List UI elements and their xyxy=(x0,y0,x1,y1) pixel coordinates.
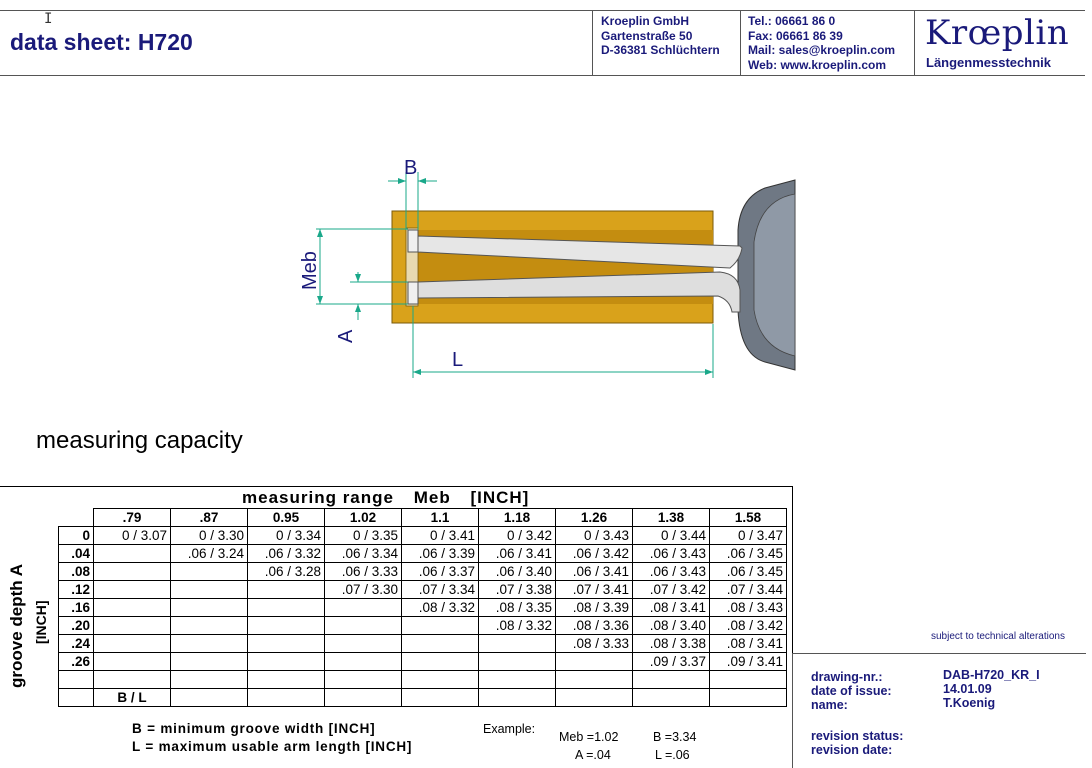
page-title: data sheet: H720 xyxy=(10,29,193,55)
revision-date-label: revision date: xyxy=(811,743,893,757)
groove-depth-cell: .08 xyxy=(59,563,94,581)
capacity-cell: .08 / 3.41 xyxy=(710,635,787,653)
issue-date-label: date of issue: xyxy=(811,684,892,698)
capacity-cell: .06 / 3.45 xyxy=(710,563,787,581)
revision-status-label: revision status: xyxy=(811,729,904,743)
capacity-cell: .06 / 3.41 xyxy=(556,563,633,581)
capacity-cell: 0 / 3.07 xyxy=(94,527,171,545)
lower-contact-tip xyxy=(408,282,418,304)
capacity-cell xyxy=(402,617,479,635)
capacity-cell: .06 / 3.32 xyxy=(248,545,325,563)
capacity-cell: .06 / 3.43 xyxy=(633,545,710,563)
capacity-cell xyxy=(171,635,248,653)
drawing-nr-label: drawing-nr.: xyxy=(811,670,883,684)
capacity-cell: .08 / 3.33 xyxy=(556,635,633,653)
bl-label: B / L xyxy=(94,689,171,707)
legend-b: B = minimum groove width [INCH] xyxy=(132,721,376,736)
capacity-cell: 0 / 3.30 xyxy=(171,527,248,545)
capacity-cell: .08 / 3.40 xyxy=(633,617,710,635)
groove-depth-cell: .26 xyxy=(59,653,94,671)
header-divider xyxy=(740,11,741,75)
table-row xyxy=(59,545,787,563)
capacity-cell xyxy=(479,671,556,689)
capacity-cell: 0 / 3.34 xyxy=(248,527,325,545)
table-row xyxy=(59,671,787,689)
alterations-note: subject to technical alterations xyxy=(931,631,1065,642)
bl-cell xyxy=(633,689,710,707)
bl-cell xyxy=(710,689,787,707)
capacity-cell xyxy=(94,563,171,581)
capacity-cell: .09 / 3.37 xyxy=(633,653,710,671)
capacity-cell xyxy=(325,635,402,653)
column-header: 1.26 xyxy=(556,509,633,527)
capacity-cell xyxy=(325,653,402,671)
name-value: T.Koenig xyxy=(943,696,996,710)
bl-cell xyxy=(248,689,325,707)
capacity-cell xyxy=(556,653,633,671)
capacity-cell: .07 / 3.44 xyxy=(710,581,787,599)
capacity-cell: .06 / 3.45 xyxy=(710,545,787,563)
capacity-cell xyxy=(94,545,171,563)
dim-label-meb: Meb xyxy=(299,251,321,290)
name-label: name: xyxy=(811,698,848,712)
capacity-cell: .08 / 3.36 xyxy=(556,617,633,635)
table-row xyxy=(59,635,787,653)
range-title-meb: Meb xyxy=(413,488,451,507)
groove-depth-cell: .04 xyxy=(59,545,94,563)
capacity-cell: .06 / 3.43 xyxy=(633,563,710,581)
table-header-row xyxy=(59,509,787,527)
measuring-range-title xyxy=(242,488,543,508)
company-contact xyxy=(748,14,895,72)
capacity-cell: .07 / 3.42 xyxy=(633,581,710,599)
header xyxy=(0,10,1085,76)
contact-fax: Fax: 06661 86 39 xyxy=(748,28,843,43)
capacity-cell xyxy=(325,617,402,635)
capacity-cell xyxy=(171,599,248,617)
column-header: .79 xyxy=(94,509,171,527)
groove-depth-cell: .12 xyxy=(59,581,94,599)
capacity-cell: .08 / 3.42 xyxy=(710,617,787,635)
example-label: Example: xyxy=(483,722,536,736)
contact-tel: Tel.: 06661 86 0 xyxy=(748,14,836,28)
groove-depth-cell: .24 xyxy=(59,635,94,653)
axis-label-unit: [INCH] xyxy=(33,600,49,644)
capacity-cell: .06 / 3.28 xyxy=(248,563,325,581)
capacity-cell xyxy=(248,599,325,617)
capacity-cell: .07 / 3.30 xyxy=(325,581,402,599)
column-header: 1.1 xyxy=(402,509,479,527)
capacity-cell: .08 / 3.43 xyxy=(710,599,787,617)
capacity-cell: .08 / 3.32 xyxy=(479,617,556,635)
column-header: 1.18 xyxy=(479,509,556,527)
legend-l: L = maximum usable arm length [INCH] xyxy=(132,739,413,754)
capacity-cell: 0 / 3.35 xyxy=(325,527,402,545)
groove-depth-cell: .16 xyxy=(59,599,94,617)
example-a: A =.04 xyxy=(575,748,611,762)
capacity-cell xyxy=(556,671,633,689)
range-title-unit: [INCH] xyxy=(470,488,530,507)
bl-row xyxy=(59,689,787,707)
capacity-cell xyxy=(479,653,556,671)
capacity-cell: .06 / 3.37 xyxy=(402,563,479,581)
example-meb: Meb =1.02 xyxy=(559,730,619,744)
table-row xyxy=(59,581,787,599)
capacity-cell xyxy=(325,599,402,617)
capacity-cell xyxy=(94,671,171,689)
capacity-cell xyxy=(94,599,171,617)
capacity-cell: .08 / 3.35 xyxy=(479,599,556,617)
capacity-cell: .06 / 3.39 xyxy=(402,545,479,563)
company-name: Kroeplin GmbH xyxy=(601,14,690,28)
capacity-cell xyxy=(402,653,479,671)
capacity-cell xyxy=(248,617,325,635)
capacity-cell: .08 / 3.41 xyxy=(633,599,710,617)
title-block xyxy=(792,653,1086,768)
capacity-cell xyxy=(94,617,171,635)
column-header: 1.02 xyxy=(325,509,402,527)
brand-tagline: Längenmesstechnik xyxy=(926,55,1051,70)
capacity-cell: .06 / 3.42 xyxy=(556,545,633,563)
groove-depth-cell: 0 xyxy=(59,527,94,545)
bl-cell xyxy=(402,689,479,707)
capacity-cell xyxy=(171,653,248,671)
bl-cell xyxy=(171,689,248,707)
capacity-cell xyxy=(94,653,171,671)
drawing-nr-value: DAB-H720_KR_I xyxy=(943,668,1040,682)
capacity-cell xyxy=(248,581,325,599)
range-title-text: measuring range xyxy=(242,488,394,507)
capacity-cell xyxy=(171,617,248,635)
table-row xyxy=(59,527,787,545)
capacity-cell: .08 / 3.38 xyxy=(633,635,710,653)
capacity-cell: 0 / 3.44 xyxy=(633,527,710,545)
capacity-cell xyxy=(248,635,325,653)
capacity-heading: measuring capacity xyxy=(36,427,243,454)
gauge-drawing xyxy=(280,150,800,390)
capacity-cell: .06 / 3.34 xyxy=(325,545,402,563)
capacity-cell xyxy=(248,653,325,671)
contact-web: Web: www.kroeplin.com xyxy=(748,57,887,72)
capacity-cell: 0 / 3.43 xyxy=(556,527,633,545)
capacity-cell xyxy=(325,671,402,689)
capacity-cell xyxy=(710,671,787,689)
issue-date-value: 14.01.09 xyxy=(943,682,992,696)
capacity-cell xyxy=(171,563,248,581)
column-header: 0.95 xyxy=(248,509,325,527)
bl-row-blank xyxy=(59,689,94,707)
capacity-cell: 0 / 3.42 xyxy=(479,527,556,545)
capacity-cell: .08 / 3.39 xyxy=(556,599,633,617)
contact-mail: Mail: sales@kroeplin.com xyxy=(748,43,896,57)
capacity-cell xyxy=(94,635,171,653)
table-row xyxy=(59,617,787,635)
dim-label-b: B xyxy=(404,157,418,179)
capacity-cell xyxy=(171,581,248,599)
bl-cell xyxy=(325,689,402,707)
bl-cell xyxy=(479,689,556,707)
capacity-cell: .08 / 3.32 xyxy=(402,599,479,617)
capacity-cell: .09 / 3.41 xyxy=(710,653,787,671)
column-header: 1.38 xyxy=(633,509,710,527)
capacity-cell: .07 / 3.38 xyxy=(479,581,556,599)
upper-contact-tip xyxy=(408,230,418,252)
column-header: 1.58 xyxy=(710,509,787,527)
example-b: B =3.34 xyxy=(653,730,697,744)
groove-depth-cell xyxy=(59,671,94,689)
capacity-cell: .07 / 3.41 xyxy=(556,581,633,599)
capacity-cell xyxy=(248,671,325,689)
capacity-cell xyxy=(633,671,710,689)
header-divider xyxy=(592,11,593,75)
capacity-cell xyxy=(479,635,556,653)
company-city: D-36381 Schlüchtern xyxy=(601,43,720,57)
company-address xyxy=(601,14,720,58)
capacity-cell: 0 / 3.47 xyxy=(710,527,787,545)
text-cursor-icon: I xyxy=(44,11,53,27)
company-street: Gartenstraße 50 xyxy=(601,28,693,43)
axis-label-text: groove depth A xyxy=(7,563,26,688)
legend xyxy=(132,720,412,756)
capacity-cell: .06 / 3.24 xyxy=(171,545,248,563)
capacity-cell: .06 / 3.33 xyxy=(325,563,402,581)
dim-label-l: L xyxy=(452,349,464,371)
bl-cell xyxy=(556,689,633,707)
capacity-cell: .06 / 3.41 xyxy=(479,545,556,563)
capacity-table xyxy=(58,508,787,707)
table-row xyxy=(59,563,787,581)
capacity-cell: .06 / 3.40 xyxy=(479,563,556,581)
capacity-cell: .07 / 3.34 xyxy=(402,581,479,599)
capacity-cell xyxy=(94,581,171,599)
capacity-cell xyxy=(171,671,248,689)
header-divider xyxy=(914,11,915,75)
brand-logo: Krœplin xyxy=(925,13,1070,53)
table-row xyxy=(59,599,787,617)
capacity-cell: 0 / 3.41 xyxy=(402,527,479,545)
groove-depth-axis-label xyxy=(2,540,54,690)
dim-label-a: A xyxy=(335,329,357,343)
column-header: .87 xyxy=(171,509,248,527)
capacity-cell xyxy=(402,671,479,689)
table-row xyxy=(59,653,787,671)
capacity-cell xyxy=(402,635,479,653)
groove-depth-cell: .20 xyxy=(59,617,94,635)
example-l: L =.06 xyxy=(655,748,690,762)
header-blank xyxy=(59,509,94,527)
table-body xyxy=(59,527,787,707)
